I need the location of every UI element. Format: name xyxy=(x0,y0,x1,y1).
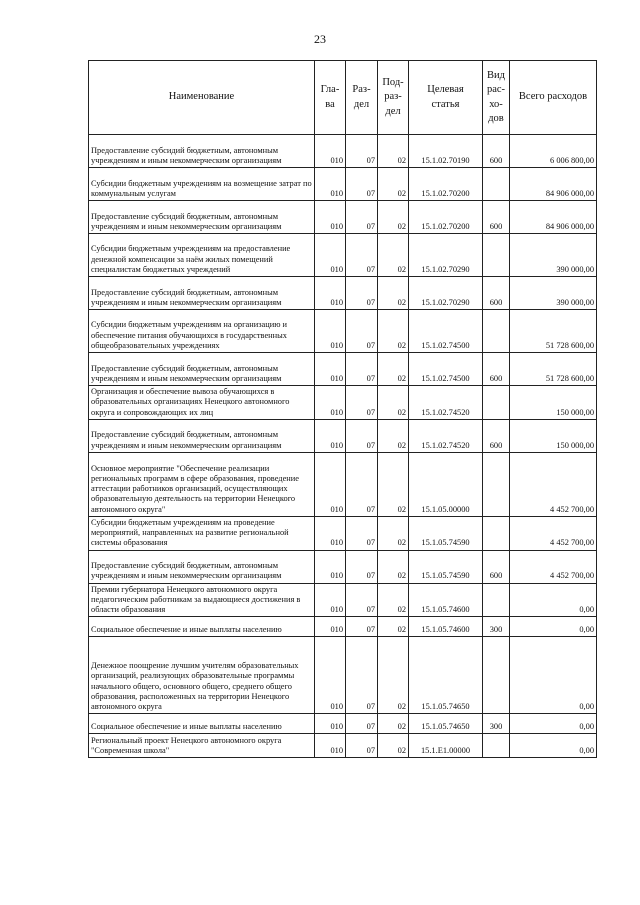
cell-chapter: 010 xyxy=(315,617,346,637)
cell-total: 4 452 700,00 xyxy=(510,452,597,516)
cell-target: 15.1.02.70290 xyxy=(409,234,483,277)
header-expense-type: Вид рас- хо- дов xyxy=(483,61,510,135)
cell-section: 07 xyxy=(346,135,378,168)
cell-expense-type: 600 xyxy=(483,277,510,310)
cell-subsection: 02 xyxy=(378,617,409,637)
cell-chapter: 010 xyxy=(315,168,346,201)
cell-chapter: 010 xyxy=(315,419,346,452)
cell-subsection: 02 xyxy=(378,310,409,353)
cell-name: Основное мероприятие "Обеспечение реализации региональных программ в сфере образования, проведение аттестации работников организаций, осуществляющих образовательную деятельность на территории Ненецкого автономного округа" xyxy=(89,452,315,516)
cell-expense-type: 600 xyxy=(483,201,510,234)
table-row xyxy=(89,452,597,516)
cell-expense-type: 300 xyxy=(483,617,510,637)
table-row xyxy=(89,550,597,583)
cell-target: 15.1.02.74520 xyxy=(409,386,483,420)
cell-section: 07 xyxy=(346,637,378,714)
cell-chapter: 010 xyxy=(315,277,346,310)
cell-name: Субсидии бюджетным учреждениям на предоставление денежной компенсации за наём жилых помещений специалистам бюджетных учреждений xyxy=(89,234,315,277)
cell-subsection: 02 xyxy=(378,234,409,277)
cell-subsection: 02 xyxy=(378,353,409,386)
cell-total: 51 728 600,00 xyxy=(510,353,597,386)
table-row xyxy=(89,583,597,617)
cell-expense-type xyxy=(483,637,510,714)
cell-name: Субсидии бюджетным учреждениям на организацию и обеспечение питания обучающихся в государственных общеобразовательных учреждениях xyxy=(89,310,315,353)
header-name: Наименование xyxy=(89,61,315,135)
table-row xyxy=(89,386,597,420)
table-row xyxy=(89,168,597,201)
table-row xyxy=(89,714,597,734)
cell-name: Субсидии бюджетным учреждениям на возмещение затрат по коммунальным услугам xyxy=(89,168,315,201)
cell-target: 15.1.02.74500 xyxy=(409,310,483,353)
cell-section: 07 xyxy=(346,734,378,758)
table-row xyxy=(89,310,597,353)
cell-total: 84 906 000,00 xyxy=(510,201,597,234)
cell-name: Субсидии бюджетным учреждениям на проведение мероприятий, направленных на развитие региональной системы образования xyxy=(89,516,315,550)
cell-subsection: 02 xyxy=(378,135,409,168)
cell-name: Социальное обеспечение и иные выплаты населению xyxy=(89,714,315,734)
cell-chapter: 010 xyxy=(315,516,346,550)
cell-section: 07 xyxy=(346,617,378,637)
cell-chapter: 010 xyxy=(315,452,346,516)
header-chapter: Гла- ва xyxy=(315,61,346,135)
cell-target: 15.1.02.74520 xyxy=(409,419,483,452)
cell-section: 07 xyxy=(346,201,378,234)
cell-name: Предоставление субсидий бюджетным, автономным учреждениям и иным некоммерческим организациям xyxy=(89,277,315,310)
cell-total: 150 000,00 xyxy=(510,419,597,452)
table-row xyxy=(89,637,597,714)
cell-section: 07 xyxy=(346,310,378,353)
table-row xyxy=(89,516,597,550)
cell-name: Социальное обеспечение и иные выплаты населению xyxy=(89,617,315,637)
cell-target: 15.1.05.74600 xyxy=(409,617,483,637)
cell-total: 390 000,00 xyxy=(510,277,597,310)
cell-expense-type xyxy=(483,452,510,516)
header-total: Всего расходов xyxy=(510,61,597,135)
cell-chapter: 010 xyxy=(315,135,346,168)
cell-name: Предоставление субсидий бюджетным, автономным учреждениям и иным некоммерческим организациям xyxy=(89,550,315,583)
cell-total: 51 728 600,00 xyxy=(510,310,597,353)
cell-subsection: 02 xyxy=(378,277,409,310)
header-subsection: Под- раз- дел xyxy=(378,61,409,135)
cell-total: 0,00 xyxy=(510,583,597,617)
cell-expense-type: 600 xyxy=(483,135,510,168)
cell-subsection: 02 xyxy=(378,583,409,617)
table-row xyxy=(89,353,597,386)
cell-expense-type: 600 xyxy=(483,550,510,583)
cell-target: 15.1.05.00000 xyxy=(409,452,483,516)
cell-expense-type: 300 xyxy=(483,714,510,734)
cell-chapter: 010 xyxy=(315,310,346,353)
cell-section: 07 xyxy=(346,714,378,734)
cell-name: Денежное поощрение лучшим учителям образовательных организаций, реализующих образовательные программы начального общего, основного общего, среднего общего образования, расположенных на территории Ненецкого автономного округа xyxy=(89,637,315,714)
cell-section: 07 xyxy=(346,277,378,310)
table-row xyxy=(89,734,597,758)
cell-section: 07 xyxy=(346,419,378,452)
table-row xyxy=(89,135,597,168)
cell-section: 07 xyxy=(346,168,378,201)
cell-name: Предоставление субсидий бюджетным, автономным учреждениям и иным некоммерческим организациям xyxy=(89,201,315,234)
cell-section: 07 xyxy=(346,583,378,617)
cell-target: 15.1.05.74600 xyxy=(409,583,483,617)
cell-target: 15.1.02.70290 xyxy=(409,277,483,310)
cell-section: 07 xyxy=(346,353,378,386)
cell-total: 84 906 000,00 xyxy=(510,168,597,201)
cell-name: Предоставление субсидий бюджетным, автономным учреждениям и иным некоммерческим организациям xyxy=(89,419,315,452)
header-section: Раз- дел xyxy=(346,61,378,135)
cell-total: 0,00 xyxy=(510,714,597,734)
cell-section: 07 xyxy=(346,452,378,516)
cell-chapter: 010 xyxy=(315,714,346,734)
cell-target: 15.1.02.70190 xyxy=(409,135,483,168)
page-number: 23 xyxy=(314,32,326,46)
cell-target: 15.1.E1.00000 xyxy=(409,734,483,758)
table-row xyxy=(89,419,597,452)
cell-target: 15.1.05.74590 xyxy=(409,516,483,550)
cell-subsection: 02 xyxy=(378,452,409,516)
cell-chapter: 010 xyxy=(315,234,346,277)
table-row xyxy=(89,277,597,310)
cell-expense-type xyxy=(483,516,510,550)
cell-total: 0,00 xyxy=(510,617,597,637)
cell-subsection: 02 xyxy=(378,168,409,201)
cell-chapter: 010 xyxy=(315,550,346,583)
cell-name: Организация и обеспечение вывоза обучающихся в образовательных организациях Ненецкого автономного округа и сопровождающих их лиц xyxy=(89,386,315,420)
cell-subsection: 02 xyxy=(378,550,409,583)
cell-target: 15.1.02.74500 xyxy=(409,353,483,386)
cell-subsection: 02 xyxy=(378,637,409,714)
cell-target: 15.1.02.70200 xyxy=(409,168,483,201)
cell-subsection: 02 xyxy=(378,419,409,452)
cell-total: 0,00 xyxy=(510,734,597,758)
cell-total: 0,00 xyxy=(510,637,597,714)
cell-total: 150 000,00 xyxy=(510,386,597,420)
cell-expense-type xyxy=(483,386,510,420)
cell-name: Предоставление субсидий бюджетным, автономным учреждениям и иным некоммерческим организациям xyxy=(89,135,315,168)
cell-subsection: 02 xyxy=(378,386,409,420)
cell-expense-type xyxy=(483,734,510,758)
cell-chapter: 010 xyxy=(315,386,346,420)
cell-expense-type xyxy=(483,234,510,277)
cell-total: 6 006 800,00 xyxy=(510,135,597,168)
cell-expense-type: 600 xyxy=(483,353,510,386)
cell-expense-type xyxy=(483,310,510,353)
cell-chapter: 010 xyxy=(315,583,346,617)
cell-section: 07 xyxy=(346,234,378,277)
header-target: Целевая статья xyxy=(409,61,483,135)
cell-target: 15.1.02.70200 xyxy=(409,201,483,234)
cell-total: 4 452 700,00 xyxy=(510,550,597,583)
cell-total: 390 000,00 xyxy=(510,234,597,277)
table-header-row xyxy=(89,61,597,135)
cell-expense-type xyxy=(483,583,510,617)
cell-subsection: 02 xyxy=(378,516,409,550)
cell-target: 15.1.05.74650 xyxy=(409,714,483,734)
cell-subsection: 02 xyxy=(378,201,409,234)
cell-subsection: 02 xyxy=(378,734,409,758)
cell-section: 07 xyxy=(346,516,378,550)
cell-section: 07 xyxy=(346,386,378,420)
cell-chapter: 010 xyxy=(315,637,346,714)
cell-expense-type xyxy=(483,168,510,201)
table-row xyxy=(89,234,597,277)
budget-table xyxy=(88,60,597,758)
cell-target: 15.1.05.74650 xyxy=(409,637,483,714)
cell-chapter: 010 xyxy=(315,734,346,758)
table-row xyxy=(89,617,597,637)
cell-total: 4 452 700,00 xyxy=(510,516,597,550)
table-row xyxy=(89,201,597,234)
cell-expense-type: 600 xyxy=(483,419,510,452)
cell-target: 15.1.05.74590 xyxy=(409,550,483,583)
cell-subsection: 02 xyxy=(378,714,409,734)
cell-name: Премии губернатора Ненецкого автономного округа педагогическим работникам за выдающиеся достижения в области образования xyxy=(89,583,315,617)
cell-name: Предоставление субсидий бюджетным, автономным учреждениям и иным некоммерческим организациям xyxy=(89,353,315,386)
cell-chapter: 010 xyxy=(315,201,346,234)
cell-section: 07 xyxy=(346,550,378,583)
cell-name: Региональный проект Ненецкого автономного округа "Современная школа" xyxy=(89,734,315,758)
cell-chapter: 010 xyxy=(315,353,346,386)
